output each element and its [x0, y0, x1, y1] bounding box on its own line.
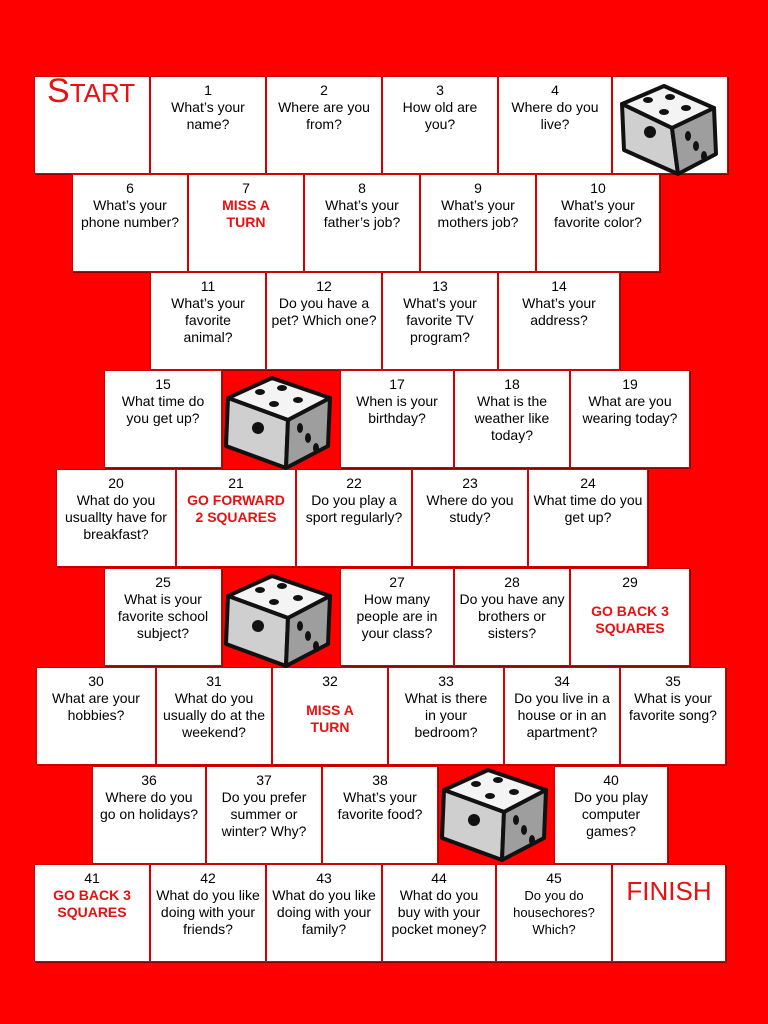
start-square	[34, 76, 150, 174]
square-33: 33 What is there in your bedroom?	[388, 667, 504, 765]
square-8: 8 What’s your father’s job?	[304, 174, 420, 272]
square-9: 9 What’s your mothers job?	[420, 174, 536, 272]
square-18: 18 What is the weather like today?	[454, 370, 570, 468]
square-24: 24 What time do you get up?	[528, 469, 648, 567]
square-35: 35 What is your favorite song?	[620, 667, 726, 765]
square-15: 15 What time do you get up?	[104, 370, 222, 468]
finish-label: FINISH	[626, 876, 712, 906]
dice-icon	[608, 76, 726, 176]
square-40: 40 Do you play computer games?	[554, 766, 668, 864]
dice-icon	[220, 568, 338, 668]
square-34: 34 Do you live in a house or in an apartment?	[504, 667, 620, 765]
square-42: 42 What do you like doing with your friends?	[150, 864, 266, 962]
square-30: 30 What are your hobbies?	[36, 667, 156, 765]
square-2: 2 Where are you from?	[266, 76, 382, 174]
square-27: 27 How many people are in your class?	[340, 568, 454, 666]
square-31: 31 What do you usually do at the weekend?	[156, 667, 272, 765]
square-6: 6 What’s your phone number?	[72, 174, 188, 272]
square-38: 38 What’s your favorite food?	[322, 766, 438, 864]
square-37: 37 Do you prefer summer or winter? Why?	[206, 766, 322, 864]
square-3: 3 How old are you?	[382, 76, 498, 174]
square-22: 22 Do you play a sport regularly?	[296, 469, 412, 567]
square-29: 29 GO BACK 3 SQUARES	[570, 568, 690, 666]
square-28: 28 Do you have any brothers or sisters?	[454, 568, 570, 666]
square-13: 13 What’s your favorite TV program?	[382, 272, 498, 370]
square-41: 41 GO BACK 3 SQUARES	[34, 864, 150, 962]
square-10: 10 What’s your favorite color?	[536, 174, 660, 272]
square-4: 4 Where do you live?	[498, 76, 612, 174]
square-19: 19 What are you wearing today?	[570, 370, 690, 468]
square-12: 12 Do you have a pet? Which one?	[266, 272, 382, 370]
square-17: 17 When is your birthday?	[340, 370, 454, 468]
square-45: 45 Do you do housechores? Which?	[496, 864, 612, 962]
dice-icon	[220, 370, 338, 470]
square-43: 43 What do you like doing with your family?	[266, 864, 382, 962]
square-44: 44 What do you buy with your pocket money?	[382, 864, 496, 962]
start-label: START	[47, 76, 136, 110]
square-14: 14 What’s your address?	[498, 272, 620, 370]
square-25: 25 What is your favorite school subject?	[104, 568, 222, 666]
dice-icon	[436, 762, 554, 862]
square-7: 7 MISS A TURN	[188, 174, 304, 272]
square-21: 21 GO FORWARD 2 SQUARES	[176, 469, 296, 567]
finish-square	[612, 864, 726, 962]
square-36: 36 Where do you go on holidays?	[92, 766, 206, 864]
square-23: 23 Where do you study?	[412, 469, 528, 567]
square-11: 11 What’s your favorite animal?	[150, 272, 266, 370]
square-32: 32 MISS A TURN	[272, 667, 388, 765]
square-20: 20 What do you usuallty have for breakfast?	[56, 469, 176, 567]
square-1: 1 What’s your name?	[150, 76, 266, 174]
